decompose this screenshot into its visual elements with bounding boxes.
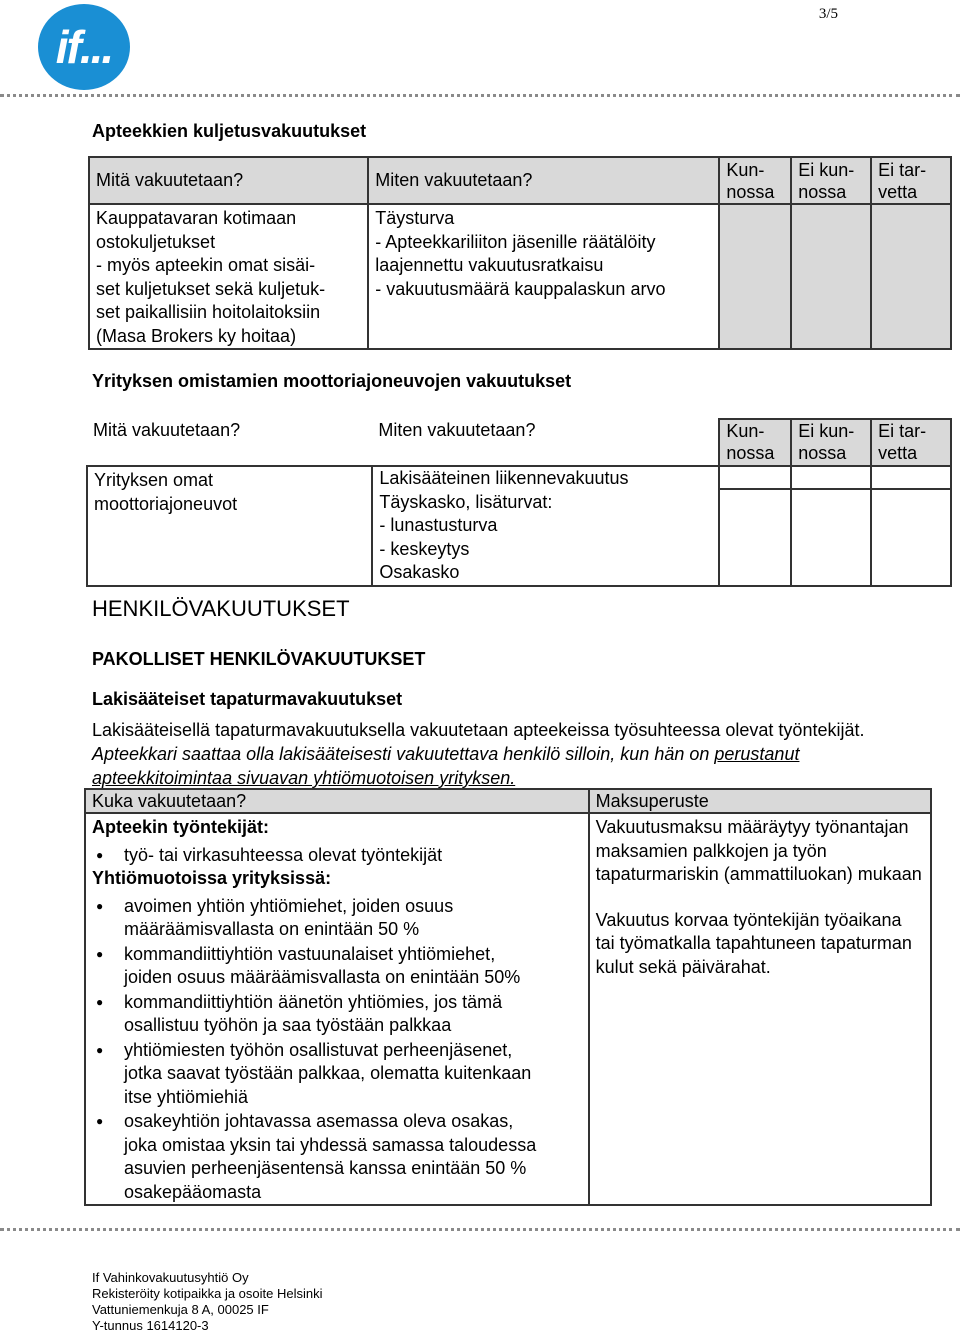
employees-label: Apteekin työntekijät:	[92, 817, 270, 837]
registered-office: Rekisteröity kotipaikka ja osoite Helsinki	[92, 1286, 323, 1301]
what-line: ostokuljetukset	[96, 231, 216, 252]
how-line: Osakasko	[379, 562, 460, 582]
col-header-notok: Ei kun- nossa	[791, 419, 871, 466]
status-ok-cell[interactable]	[719, 466, 791, 489]
header-divider	[0, 94, 960, 97]
basis-cell	[589, 813, 931, 1205]
how-line: Täyskasko, lisäturvat:	[379, 491, 553, 512]
what-line: moottoriajoneuvot	[94, 493, 238, 514]
how-line: - vakuutusmäärä kauppalaskun arvo	[375, 278, 666, 299]
status-notneeded-cell[interactable]	[871, 204, 951, 349]
list-item: ● työ- tai virkasuhteessa olevat työntekijät	[92, 844, 588, 868]
how-line: - Apteekkariliiton jäsenille räätälöity	[375, 231, 656, 252]
status-notok-cell[interactable]	[791, 466, 871, 489]
what-line: - myös apteekin omat sisäi-	[96, 255, 316, 275]
status-ok-cell[interactable]	[719, 204, 791, 349]
col-header-how: Miten vakuutetaan?	[372, 419, 719, 466]
list-item: ● osakeyhtiön johtavassa asemassa oleva osakas, joka omistaa yksin tai yhdessä samassa taloudessa asuvien perheenjäsentensä kanssa enintään 50 % osakepääomasta	[92, 1110, 547, 1204]
status-notneeded-cell[interactable]	[871, 489, 951, 585]
company-name: If Vahinkovakuutusyhtiö Oy	[92, 1270, 249, 1285]
col-header-how: Miten vakuutetaan?	[368, 157, 719, 204]
footer-divider	[0, 1228, 960, 1231]
what-line: Yrityksen omat	[94, 470, 214, 490]
basis-paragraph: Vakuutusmaksu määräytyy työnantajan maksamien palkkojen ja työn tapaturmariskin (ammattiluokan) mukaan	[595, 817, 922, 884]
what-line: set paikallisiin hoitolaitoksiin	[96, 302, 321, 322]
vehicles-table	[86, 418, 952, 587]
status-ok-cell[interactable]	[719, 489, 791, 585]
what-line: set kuljetukset sekä kuljetuk-	[96, 278, 326, 299]
para-italic-1: Apteekkari saattaa olla lakisääteisesti vakuutettava henkilö silloin, kun hän on	[92, 744, 710, 764]
col-header-who: Kuka vakuutetaan?	[85, 789, 589, 813]
personal-heading: HENKILÖVAKUUTUKSET	[92, 596, 350, 621]
accident-table	[84, 788, 932, 1206]
how-line: laajennettu vakuutusratkaisu	[375, 255, 604, 275]
col-header-ok: Kun- nossa	[719, 419, 791, 466]
list-item: ● kommandiittiyhtiön äänetön yhtiömies, jos tämä osallistuu työhön ja saa työstään palkkaa	[92, 991, 547, 1038]
col-header-basis: Maksuperuste	[589, 789, 931, 813]
col-header-notneeded: Ei tar- vetta	[871, 157, 951, 204]
transport-how-cell	[368, 204, 719, 349]
list-item: ● yhtiömiesten työhön osallistuvat perheenjäsenet, jotka saavat työstään palkkaa, olematta kuitenkaan itse yhtiömiehiä	[92, 1039, 547, 1110]
companies-label: Yhtiömuotoissa yrityksissä:	[92, 868, 332, 888]
transport-what-cell	[89, 204, 368, 349]
status-notneeded-cell[interactable]	[871, 466, 951, 489]
mandatory-heading: PAKOLLISET HENKILÖVAKUUTUKSET	[92, 649, 426, 669]
companies-list	[92, 895, 547, 1205]
list-item: ● kommandiittiyhtiön vastuunalaiset yhtiömiehet, joiden osuus määräämisvallasta on enintään 50%	[92, 943, 547, 990]
what-line: Kauppatavaran kotimaan	[96, 208, 297, 228]
col-header-ok: Kun- nossa	[719, 157, 791, 204]
accident-paragraph	[92, 718, 922, 790]
how-line: Lakisääteinen liikennevakuutus	[379, 468, 629, 488]
vehicles-what-cell	[87, 466, 372, 586]
col-header-what: Mitä vakuutetaan?	[89, 157, 368, 204]
if-logo: if...	[38, 4, 130, 90]
section-title-vehicles: Yrityksen omistamien moottoriajoneuvojen vakuutukset	[92, 371, 572, 391]
employees-list	[92, 844, 588, 868]
vehicles-how-cell	[372, 466, 719, 586]
page-number: 3/5	[818, 6, 838, 22]
status-notok-cell[interactable]	[791, 204, 871, 349]
empty-cell	[791, 489, 871, 585]
para-normal: Lakisääteisellä tapaturmavakuutuksella vakuutetaan apteekeissa työsuhteessa olevat työntekijät.	[92, 720, 865, 740]
how-line: - keskeytys	[379, 538, 470, 559]
col-header-what: Mitä vakuutetaan?	[87, 419, 372, 466]
business-id: Y-tunnus 1614120-3	[92, 1318, 209, 1333]
accident-title: Lakisääteiset tapaturmavakuutukset	[92, 689, 403, 709]
address: Vattuniemenkuja 8 A, 00025 IF	[92, 1302, 269, 1317]
what-line: (Masa Brokers ky hoitaa)	[96, 325, 297, 346]
who-cell	[85, 813, 589, 1205]
para-italic-2: perustanut apteekkitoimintaa sivuavan yhtiömuotoisen yrityksen.	[92, 744, 800, 788]
footer	[92, 1270, 322, 1334]
section-title-transport: Apteekkien kuljetusvakuutukset	[92, 121, 367, 141]
transport-table	[88, 156, 952, 350]
list-item: ● avoimen yhtiön yhtiömiehet, joiden osuus määräämisvallasta on enintään 50 %	[92, 895, 547, 942]
col-header-notok: Ei kun- nossa	[791, 157, 871, 204]
how-line: - lunastusturva	[379, 515, 498, 535]
basis-paragraph: Vakuutus korvaa työntekijän työaikana tai työmatkalla tapahtuneen tapaturman kulut sekä päivärahat.	[595, 909, 912, 977]
col-header-notneeded: Ei tar- vetta	[871, 419, 951, 466]
how-line: Täysturva	[375, 208, 455, 228]
